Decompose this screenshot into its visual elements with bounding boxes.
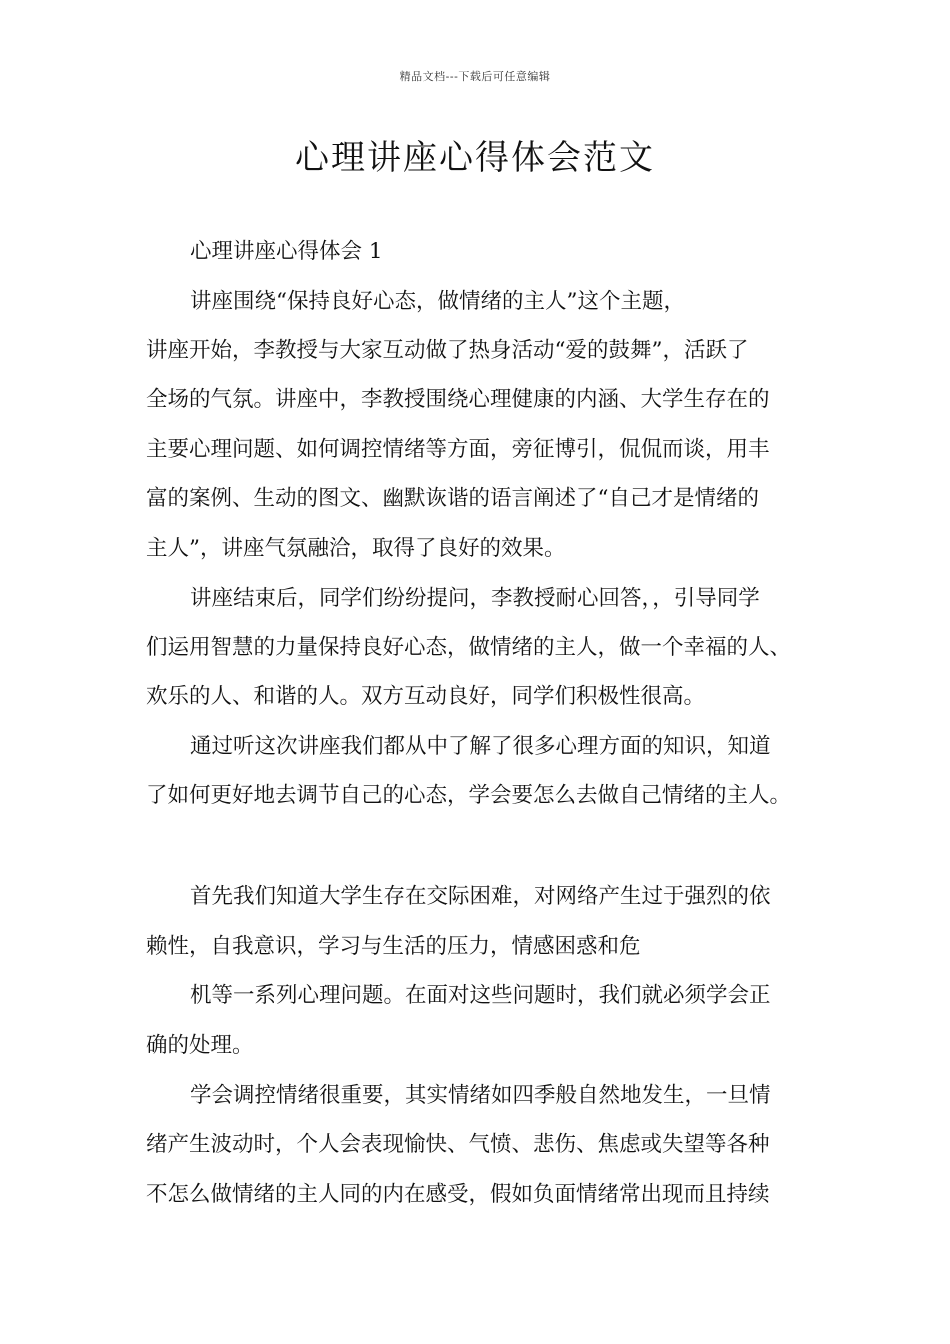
- paragraph-line: 主人”，讲座气氛融洽，取得了良好的效果。: [146, 536, 566, 561]
- header-note: 精品文档---下载后可任意编辑: [399, 70, 551, 83]
- paragraph-line: 们运用智慧的力量保持良好心态，做情绪的主人，做一个幸福的人、: [146, 635, 792, 660]
- section-heading: 心理讲座心得体会 1: [190, 239, 383, 264]
- paragraph-line: 讲座围绕“保持良好心态，做情绪的主人”这个主题，: [190, 289, 685, 314]
- paragraph-line: 赖性，自我意识，学习与生活的压力，情感困惑和危: [146, 934, 641, 959]
- paragraph-line: 学会调控情绪很重要，其实情绪如四季般自然地发生，一旦情: [190, 1083, 771, 1108]
- paragraph-line: 机等一系列心理问题。在面对这些问题时，我们就必须学会正: [190, 983, 771, 1008]
- paragraph-line: 绪产生波动时，个人会表现愉快、气愤、悲伤、焦虑或失望等各种: [146, 1132, 770, 1157]
- paragraph-line: 通过听这次讲座我们都从中了解了很多心理方面的知识，知道: [190, 734, 771, 759]
- paragraph-line: 全场的气氛。讲座中，李教授围绕心理健康的内涵、大学生存在的: [146, 387, 770, 412]
- paragraph-line: 富的案例、生动的图文、幽默诙谐的语言阐述了“自己才是情绪的: [146, 486, 759, 511]
- paragraph-line: 主要心理问题、如何调控情绪等方面，旁征博引，侃侃而谈，用丰: [146, 437, 770, 462]
- paragraph-line: 讲座开始，李教授与大家互动做了热身活动“爱的鼓舞”，活跃了: [146, 338, 749, 363]
- document-title: 心理讲座心得体会范文: [295, 138, 655, 178]
- paragraph-line: 讲座结束后，同学们纷纷提问，李教授耐心回答，，引导同学: [190, 586, 760, 611]
- paragraph-line: 不怎么做情绪的主人同的内在感受，假如负面情绪常出现而且持续: [146, 1182, 770, 1207]
- paragraph-line: 首先我们知道大学生存在交际困难，对网络产生过于强烈的依: [190, 884, 771, 909]
- paragraph-line: 欢乐的人、和谐的人。双方互动良好，同学们积极性很高。: [146, 684, 706, 709]
- paragraph-line: 确的处理。: [146, 1033, 254, 1058]
- paragraph-line: 了如何更好地去调节自己的心态，学会要怎么去做自己情绪的主人。: [146, 783, 792, 808]
